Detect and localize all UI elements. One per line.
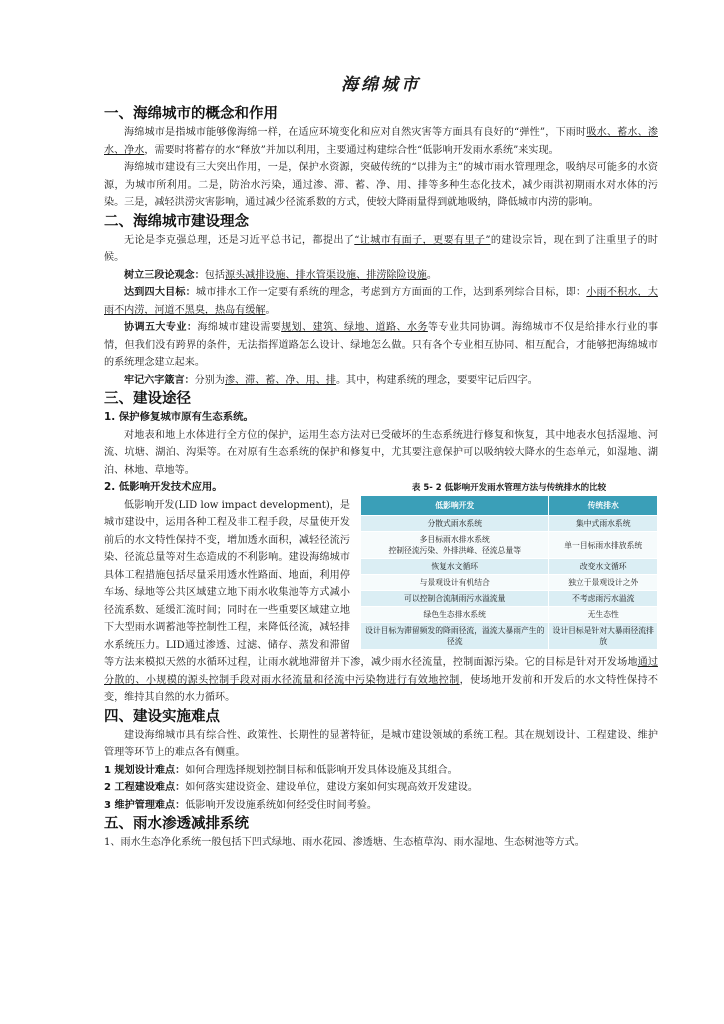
table-cell: 与景观设计有机结合 (361, 575, 549, 591)
section-4-paragraph-1: 建设海绵城市具有综合性、政策性、长期性的显著特征，是城市建设领域的系统工程。其在规划设计、工程建设、维护管理等环节上的难点各有侧重。 (104, 729, 658, 758)
section-5-heading: 五、雨水渗透减排系统 (104, 816, 249, 832)
text-run: 等专业共同协调。海绵城市不仅是给排水行业的事情，但我们没有跨界的条件，无法指挥道路怎么设计、绿地怎么做。只有各个专业相互协同、相互配合，才能够把海绵城市的系统理念建立起来。 (104, 322, 659, 368)
table-cell: 分散式雨水系统 (361, 516, 549, 532)
text-run: 低影响开发(LID low impact development)，是城市建设中，运用各种工程及非工程手段，尽量使开发前后的水文特性保持不变，增加透水面积，减轻径流污染、径流总量等对生态造成的不利影响。建设海绵城市具体工程措施包括尽量采用透水性路面、地面，利用停车场、绿地等公共区域建立地下雨水收集池等方式减小径流系数、延缓汇流时间；同时在一些重要区域建立地下大型雨水调蓄池等控制性工程，来降低径流，减轻排水系统压力。LID通过渗透、过滤、储存、蒸发和滞留等方法来模拟天然的水循环过程，让雨水就地滞留并下渗，减少雨水径流量，控制面源污染。它的目标是针对开发场地 (104, 499, 638, 668)
concept-three-stage (104, 267, 658, 285)
underlined-text: 渗、滞、蓄、净、用、排 (224, 374, 336, 386)
difficulty-planning (104, 762, 658, 780)
text-run: 分别为 (194, 374, 225, 386)
underlined-text: 源头减排设施、排水管渠设施、排涝除险设施 (224, 269, 427, 281)
document-page (104, 74, 658, 852)
comparison-table (360, 495, 658, 650)
section-2-heading: 二、海绵城市建设理念 (104, 213, 249, 230)
text-run: 包括 (204, 269, 225, 281)
text-run: 。其中，构建系统的理念，要要牢记后四字。 (335, 374, 538, 386)
section-4-heading: 四、建设实施难点 (104, 708, 220, 725)
underlined-text: 通过分散的、小规模的源头控制手段对雨水径流量和径流中污染物进行有效地控制 (104, 657, 658, 686)
difficulty-label: 2 工程建设难点： (104, 782, 186, 793)
text-run: 低影响开发设施系统如何经受住时间考验。 (185, 799, 377, 811)
table-cell: 改变水文循环 (549, 559, 658, 575)
text-run: 海绵城市是指城市能够像海绵一样，在适应环境变化和应对自然灾害等方面具有良好的“弹性”，下雨时 (124, 127, 587, 138)
table-header-traditional: 传统排水 (549, 496, 658, 516)
table-cell: 设计目标是针对大暴雨径流排放 (549, 623, 658, 650)
concept-label: 协调五大专业： (124, 322, 198, 333)
section-3-heading: 三、建设途径 (104, 391, 191, 407)
text-run: ，需要时将蓄存的水“释放”并加以利用，主要通过构建综合性“低影响开发雨水系统”来实现。 (144, 144, 559, 156)
table-row (361, 623, 658, 650)
text-run: 无论是李克强总理，还是习近平总书记，都提出了 (124, 234, 355, 246)
comparison-table-block (360, 481, 658, 650)
table-header-lid: 低影响开发 (361, 496, 549, 516)
table-cell: 可以控制合流制雨污水溢流量 (361, 591, 549, 607)
text-run: 如何落实建设资金、建设单位，建设方案如何实现高效开发建设。 (185, 782, 478, 793)
text-run: ，使场地开发前和开发后的水文特性保持不变，维持其自然的水力循环。 (104, 674, 659, 703)
table-row (361, 516, 658, 532)
text-run: 的建设宗旨，现在到了注重里子的时候。 (104, 234, 659, 263)
text-run: 。 (426, 269, 437, 281)
concept-six-words (104, 372, 658, 390)
table-row (361, 532, 658, 559)
text-run: 如何合理选择规划控制目标和低影响开发具体设施及其组合。 (185, 764, 458, 776)
section-1-heading: 一、海绵城市的概念和作用 (104, 106, 278, 122)
difficulty-maintenance (104, 797, 658, 815)
concept-label: 牢记六字箴言： (124, 374, 195, 386)
section-1-paragraph-2: 海绵城市建设有三大突出作用，一是，保护水资源，突破传统的“以排为主”的城市雨水管理理念，吸纳尽可能多的水资源，为城市所利用。二是，防治水污染，通过渗、滞、蓄、净、用、排等多种生态化技术，减少雨洪初期雨水对水体的污染。三是，减轻洪涝灾害影响，通过减少径流系数的方式，使较大降雨量得到就地吸纳，降低城市内涝的影响。 (104, 162, 658, 208)
table-cell: 多目标雨水排水系统 控制径流污染、外排洪峰、径流总量等 (361, 532, 549, 559)
difficulty-construction (104, 779, 658, 797)
text-run: 海绵城市建设需要 (197, 322, 282, 333)
table-cell: 独立于景观设计之外 (549, 575, 658, 591)
difficulty-label: 3 维护管理难点： (104, 799, 186, 811)
table-cell: 恢复水文循环 (361, 559, 549, 575)
table-row (361, 591, 658, 607)
subsection-3-2-heading: 2. 低影响开发技术应用。 (104, 481, 223, 493)
table-cell: 单一目标雨水排放系统 (549, 532, 658, 559)
concept-label: 达到四大目标： (124, 287, 196, 298)
text-run: 城市排水工作一定要有系统的理念，考虑到方方面面的工作，达到系列综合目标，即： (195, 287, 587, 298)
table-cell: 无生态性 (549, 607, 658, 623)
section-2-paragraph-1 (104, 232, 658, 267)
text-run: 。 (265, 304, 276, 316)
difficulty-label: 1 规划设计难点： (104, 764, 186, 776)
table-row (361, 607, 658, 623)
table-cell: 集中式雨水系统 (549, 516, 658, 532)
table-row (361, 559, 658, 575)
underlined-text: 规划、建筑、绿地、道路、水务 (281, 322, 428, 333)
table-caption: 表 5- 2 低影响开发雨水管理方法与传统排水的比较 (411, 483, 607, 493)
underlined-text: “让城市有面子，更要有里子” (354, 234, 491, 246)
table-cell: 设计目标为滞留频发的降雨径流，溢流大暴雨产生的径流 (361, 623, 549, 650)
concept-four-goals (104, 284, 658, 319)
section-3-paragraph-1: 对地表和地上水体进行全方位的保护，运用生态方法对已受破坏的生态系统进行修复和恢复，其中地表水包括湿地、河流、坑塘、湖泊、沟渠等。在对原有生态系统的保护和修复中，尤其要注意保护可以吸纳较大降水的生态单元，如湿地、湖泊、林地、草地等。 (104, 429, 658, 476)
concept-label: 树立三段论观念： (124, 269, 205, 281)
section-1-paragraph-1 (104, 124, 658, 159)
table-cell: 绿色生态排水系统 (361, 607, 549, 623)
underlined-text: 小雨不积水，大雨不内涝，河道不黑臭，热岛有缓解 (104, 287, 659, 316)
lid-section (104, 479, 658, 707)
underlined-text: 吸水、蓄水、渗水、净水 (104, 127, 658, 156)
table-cell: 不考虑雨污水溢流 (549, 591, 658, 607)
subsection-3-1-heading: 1. 保护修复城市原有生态系统。 (104, 411, 254, 423)
concept-five-disciplines (104, 319, 658, 372)
section-5-paragraph-1: 1、雨水生态净化系统一般包括下凹式绿地、雨水花园、渗透塘、生态植草沟、雨水湿地、生态树池等方式。 (104, 837, 585, 848)
table-row (361, 575, 658, 591)
page-title: 海绵城市 (341, 75, 421, 95)
